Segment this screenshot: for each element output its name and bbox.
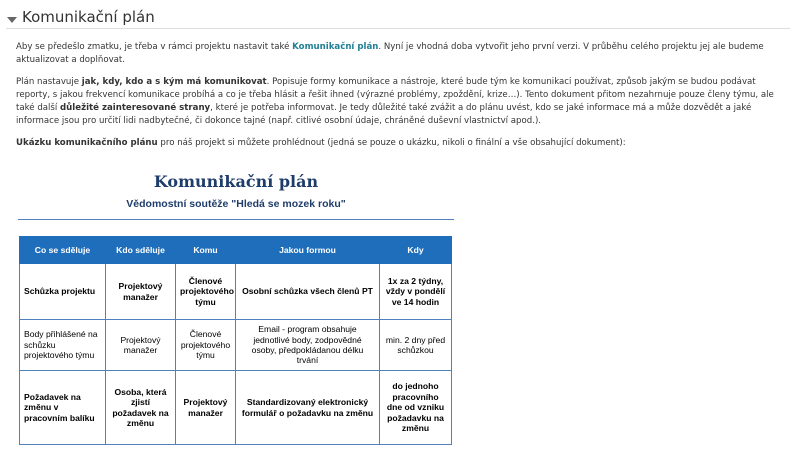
- plan-bold-2: důležité zainteresované strany: [60, 103, 211, 114]
- table-cell: Členové projektového týmu: [176, 320, 236, 371]
- table-cell: Projektový manažer: [106, 320, 176, 371]
- table-cell: Projektový manažer: [106, 264, 176, 320]
- section-content: [16, 41, 791, 158]
- intro-paragraph: [16, 41, 791, 68]
- intro-text: Aby se předešlo zmatku, je třeba v rámci projektu nastavit také: [16, 42, 293, 52]
- document-title: Komunikační plán: [153, 172, 319, 191]
- communication-plan-document-image: [16, 165, 456, 450]
- table-cell: do jednoho pracovního dne od vzniku požadavku na změnu: [380, 371, 452, 445]
- table-cell: Členové projektového týmu: [176, 264, 236, 320]
- example-bold: Ukázku komunikačního plánu: [16, 137, 158, 148]
- table-row: [20, 371, 452, 445]
- table-cell: Osobní schůzka všech členů PT: [236, 264, 380, 320]
- table-cell: min. 2 dny před schůzkou: [380, 320, 452, 371]
- example-text: pro náš projekt si můžete prohlédnout (jedná se pouze o ukázku, nikoli o finální a vše obsahující dokument):: [157, 137, 626, 148]
- document-subtitle: Vědomostní soutěže "Hledá se mozek roku": [126, 198, 346, 210]
- header-what: Co se sděluje: [20, 237, 106, 264]
- table-cell: 1x za 2 týdny, vždy v pondělí ve 14 hodin: [380, 264, 452, 320]
- plan-text-3: , které je potřeba informovat. Je tedy důležité také zvážit a do plánu uvést, kdo se jaké informace má a může dozvědět a jaké informace jsou pro určití lidi nadbytečné, či dokonce tajné (např. citlivé osobní údaje, chráněné duševní vlastnictví apod.).: [16, 103, 752, 127]
- table-cell: Osoba, která zjistí požadavek na změnu: [106, 371, 176, 445]
- plan-text-2: . Popisuje formy komunikace a nástroje, které bude tým ke komunikaci používat, způsob jakým se budou podávat reporty, s jakou frekvencí komunikace probíhá a co je třeba hlásit a řešit ihned (výrazné problémy, zpoždění, krize…). Tento dokument přitom nezahrnuje pouze členy týmu, ale také další: [16, 76, 774, 114]
- plan-description-paragraph: [16, 76, 791, 129]
- table-cell: Požadavek na změnu v pracovním balíku: [20, 371, 106, 445]
- plan-bold-1: jak, kdy, kdo a s kým má komunikovat: [81, 76, 267, 87]
- table-cell: Projektový manažer: [176, 371, 236, 445]
- table-cell: Schůzka projektu: [20, 264, 106, 320]
- intro-text-end: . Nyní je vhodná doba vytvořit jeho první verzi. V průběhu celého projektu jej ale budeme aktualizovat a doplňovat.: [16, 42, 764, 66]
- table-cell: Email - program obsahuje jednotlivé body, zodpovědné osoby, předpokládanou délku trvání: [236, 320, 380, 371]
- header-to-whom: Komu: [176, 237, 236, 264]
- communication-plan-link[interactable]: Komunikační plán: [292, 42, 379, 52]
- table-cell: Body přihlášené na schůzku projektového týmu: [20, 320, 106, 371]
- example-paragraph: [16, 137, 791, 150]
- header-when: Kdy: [380, 237, 452, 264]
- table-header-row: [20, 237, 452, 264]
- document-divider: [18, 219, 454, 220]
- section-title: Komunikační plán: [22, 8, 155, 26]
- section-header[interactable]: [6, 6, 790, 29]
- table-row: [20, 320, 452, 371]
- triangle-down-icon[interactable]: [6, 11, 18, 23]
- table-cell: Standardizovaný elektronický formulář o požadavku na změnu: [236, 371, 380, 445]
- communication-plan-table: [19, 236, 452, 445]
- header-who: Kdo sděluje: [106, 237, 176, 264]
- header-form: Jakou formou: [236, 237, 380, 264]
- plan-text-1: Plán nastavuje: [16, 76, 82, 87]
- table-row: [20, 264, 452, 320]
